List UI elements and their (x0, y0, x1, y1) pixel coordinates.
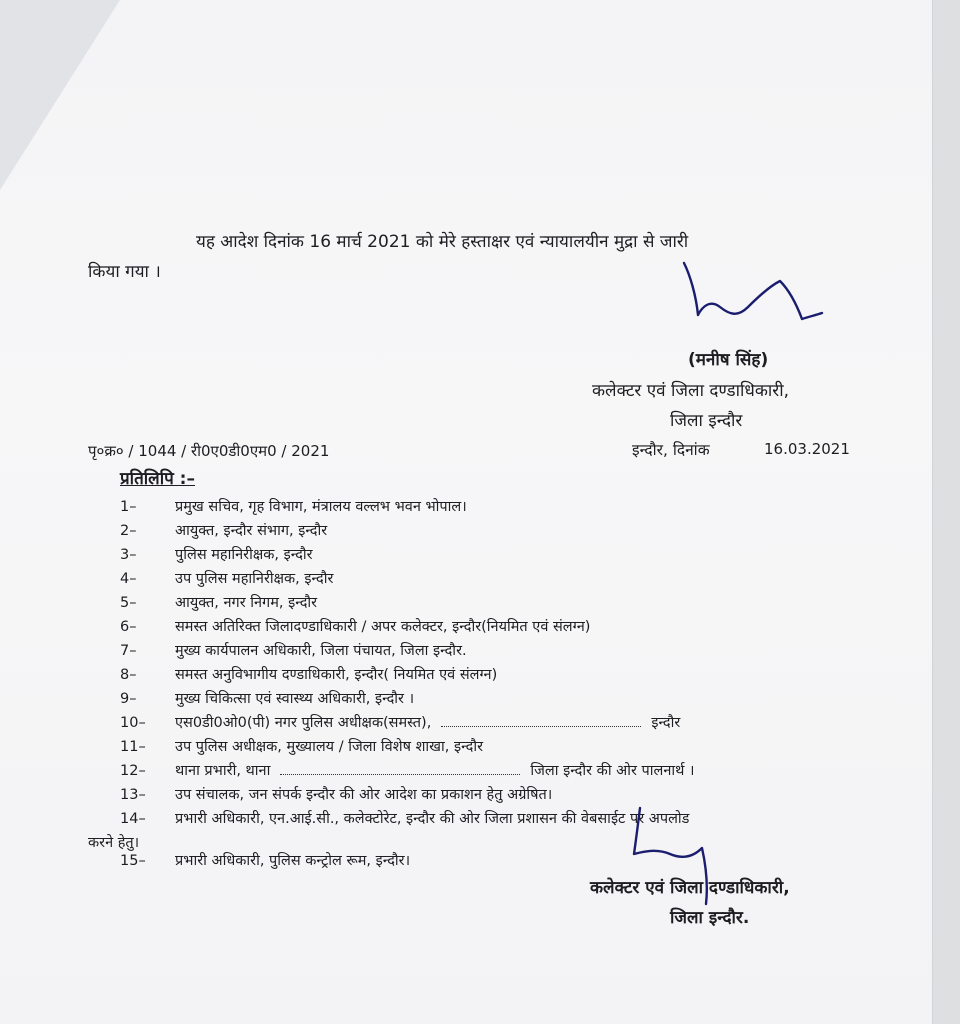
copy-item-number: 9– (120, 691, 137, 707)
copy-list-item (120, 760, 695, 780)
copy-item-number: 2– (120, 523, 137, 539)
copy-list-item (120, 712, 680, 732)
issue-date: 16.03.2021 (764, 440, 850, 458)
copy-item-suffix: इन्दौर (651, 715, 681, 731)
copy-list-item (120, 592, 317, 612)
footer-designation: कलेक्टर एवं जिला दण्डाधिकारी, (590, 878, 790, 898)
copy-item-text: समस्त अतिरिक्त जिलादण्डाधिकारी / अपर कलेक्टर, इन्दौर(नियमित एवं संलग्न) (175, 619, 591, 635)
copy-item-number: 15– (120, 853, 146, 869)
copy-list-item (120, 640, 467, 660)
reference-number: पृ०क्र० / 1044 / री0ए0डी0एम0 / 2021 (88, 442, 330, 460)
copy-item-suffix: जिला इन्दौर की ओर पालनार्थ । (530, 763, 695, 779)
copy-item-number: 13– (120, 787, 146, 803)
copy-item-number: 12– (120, 763, 146, 779)
signatory-district: जिला इन्दौर (670, 411, 743, 431)
order-line-1: यह आदेश दिनांक 16 मार्च 2021 को मेरे हस्ताक्षर एवं न्यायालयीन मुद्रा से जारी (196, 232, 689, 252)
signatory-designation: कलेक्टर एवं जिला दण्डाधिकारी, (592, 381, 790, 401)
copy-item-number: 8– (120, 667, 137, 683)
copy-item-number: 5– (120, 595, 137, 611)
order-line-2: किया गया । (88, 262, 161, 282)
copy-list-item (120, 664, 497, 684)
copy-heading: प्रतिलिपि :– (120, 469, 195, 489)
copy-item-number: 11– (120, 739, 146, 755)
copy-item-text: एस0डी0ओ0(पी) नगर पुलिस अधीक्षक(समस्त), (175, 715, 432, 731)
copy-list-item (120, 520, 327, 540)
copy-item-number: 10– (120, 715, 146, 731)
copy-item-number: 14– (120, 811, 146, 827)
copy-list-item (120, 544, 313, 564)
copy-item-text: आयुक्त, नगर निगम, इन्दौर (175, 595, 318, 611)
copy-list-item (120, 688, 414, 708)
copy-item-text: मुख्य चिकित्सा एवं स्वास्थ्य अधिकारी, इन्दौर । (175, 691, 415, 707)
copy-list-item (120, 850, 410, 870)
copy-item-text: उप संचालक, जन संपर्क इन्दौर की ओर आदेश का प्रकाशन हेतु अग्रेषित। (175, 787, 553, 803)
copy-item-text: आयुक्त, इन्दौर संभाग, इन्दौर (175, 523, 328, 539)
page-fold (0, 0, 120, 190)
copy-list-item (120, 784, 552, 804)
copy-item-continuation: करने हेतु। (88, 835, 140, 851)
copy-item-text: मुख्य कार्यपालन अधिकारी, जिला पंचायत, जिला इन्दौर. (175, 643, 467, 659)
copy-list-item (120, 496, 467, 516)
signatory-name: (मनीष सिंह) (688, 350, 769, 370)
signature-upper (676, 255, 826, 345)
copy-item-number: 3– (120, 547, 137, 563)
copy-item-text: उप पुलिस महानिरीक्षक, इन्दौर (175, 571, 334, 587)
right-margin-strip (932, 0, 960, 1024)
copy-item-text: उप पुलिस अधीक्षक, मुख्यालय / जिला विशेष शाखा, इन्दौर (175, 739, 484, 755)
copy-list-item (120, 568, 333, 588)
dotted-blank (280, 774, 520, 775)
footer-district: जिला इन्दौर. (670, 908, 750, 928)
copy-item-text: प्रभारी अधिकारी, एन.आई.सी., कलेक्टोरेट, इन्दौर की ओर जिला प्रशासन की वेबसाईट पर अपलोड (175, 811, 690, 827)
copy-item-text: पुलिस महानिरीक्षक, इन्दौर (175, 547, 313, 563)
copy-item-text: समस्त अनुविभागीय दण्डाधिकारी, इन्दौर( नियमित एवं संलग्न) (175, 667, 498, 683)
copy-item-number: 7– (120, 643, 137, 659)
copy-list-item (120, 808, 689, 828)
copy-list-item (120, 736, 483, 756)
copy-item-number: 4– (120, 571, 137, 587)
copy-item-text: प्रमुख सचिव, गृह विभाग, मंत्रालय वल्लभ भवन भोपाल। (175, 499, 467, 515)
copy-list-item (120, 616, 590, 636)
copy-item-number: 1– (120, 499, 137, 515)
copy-item-text: प्रभारी अधिकारी, पुलिस कन्ट्रोल रूम, इन्दौर। (175, 853, 411, 869)
copy-item-text: थाना प्रभारी, थाना (175, 763, 271, 779)
place-date-label: इन्दौर, दिनांक (632, 441, 710, 459)
dotted-blank (441, 726, 641, 727)
copy-item-number: 6– (120, 619, 137, 635)
